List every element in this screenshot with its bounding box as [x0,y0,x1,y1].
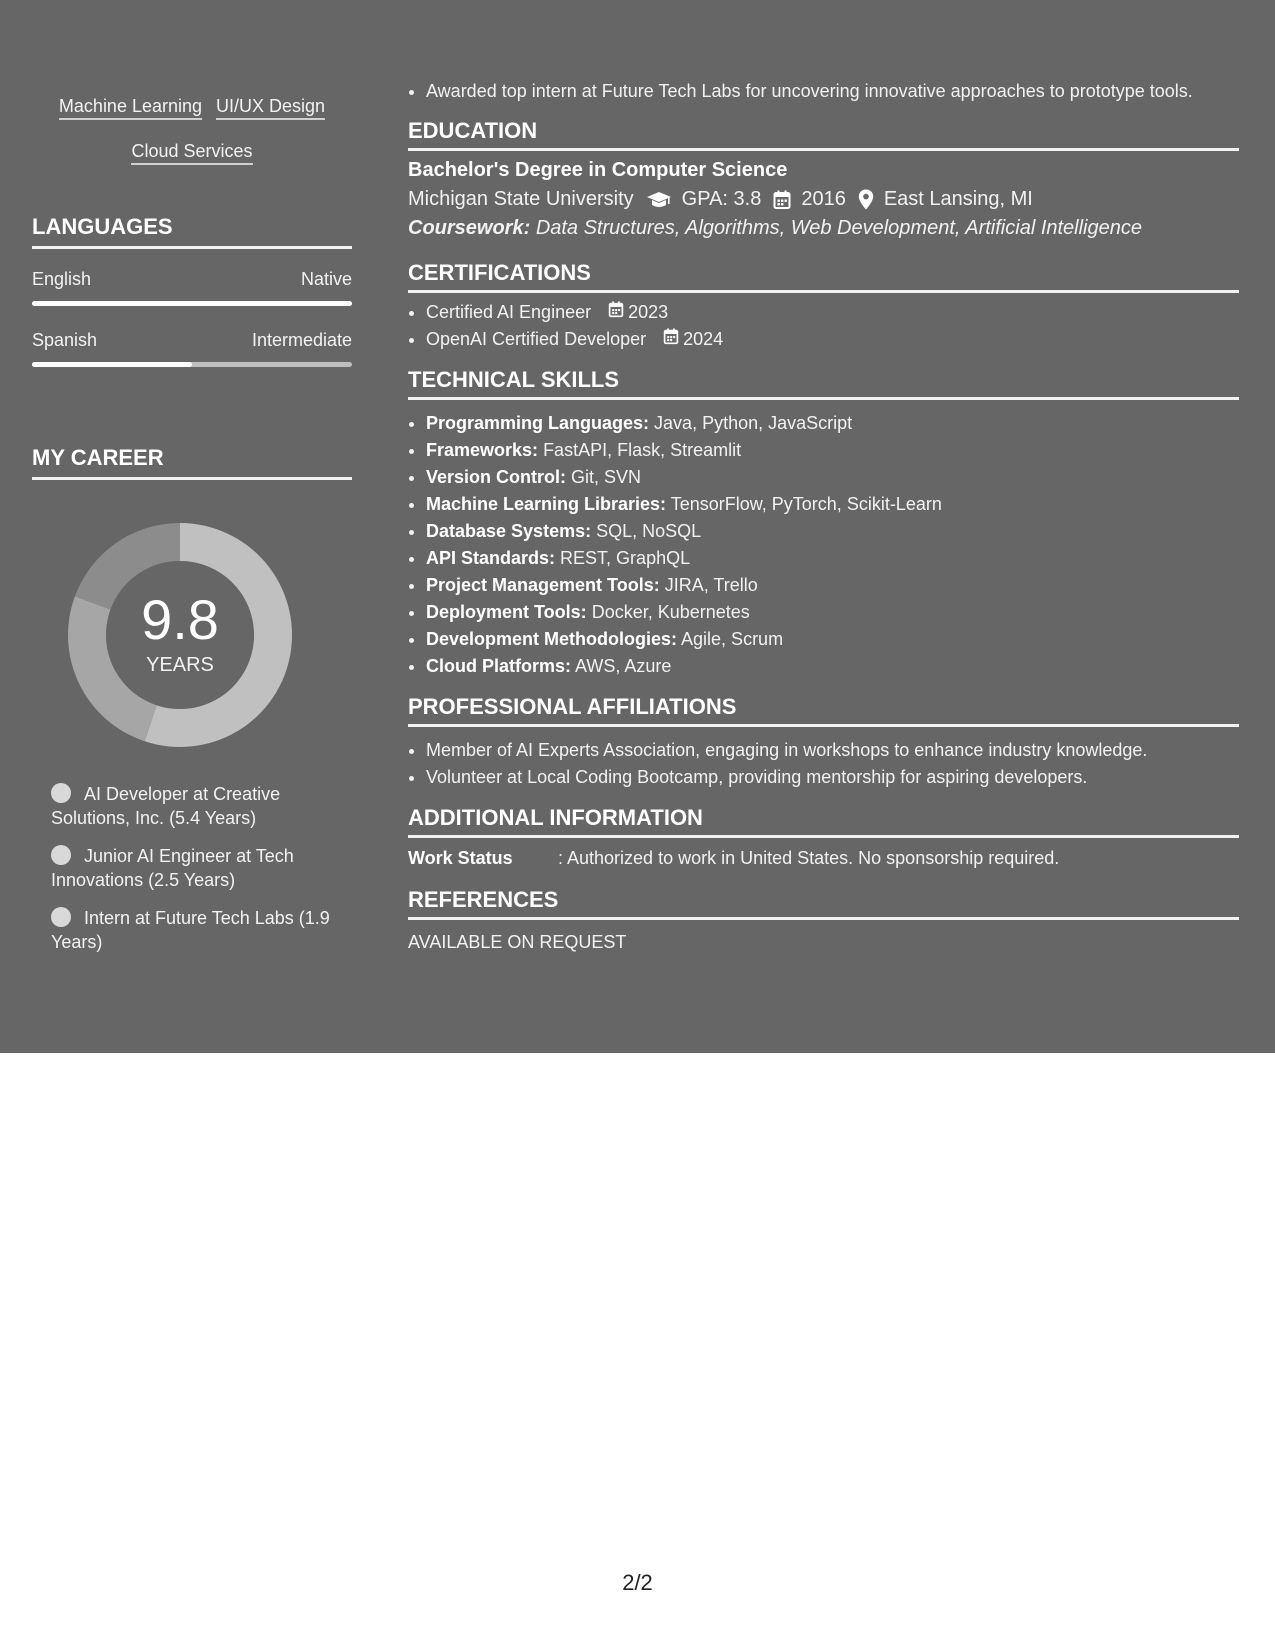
work-status-row [408,848,1239,869]
skill-item [426,410,1239,437]
affiliations-heading: PROFESSIONAL AFFILIATIONS [408,694,1239,727]
graduation-year: 2016 [801,188,846,210]
career-role-label: Intern at Future Tech Labs (1.9 Years) [51,908,330,952]
gpa: GPA: 3.8 [681,188,762,210]
skill-item [426,437,1239,464]
degree-title: Bachelor's Degree in Computer Science [408,159,788,181]
certifications-list [408,299,1239,353]
career-heading: MY CAREER [32,445,352,480]
skill-values: Java, Python, JavaScript [654,413,853,433]
skill-category: Cloud Platforms: [426,656,572,676]
sidebar [32,84,352,968]
education-meta [408,188,1239,211]
main-content [408,78,1239,953]
skill-values: FastAPI, Flask, Streamlit [543,440,742,460]
technical-skills-list [408,410,1239,680]
legend-dot [51,907,71,927]
school-name: Michigan State University [408,188,634,210]
calendar-icon [773,190,791,210]
skill-tags [32,84,352,174]
skill-category: Version Control: [426,467,567,487]
skill-values: Agile, Scrum [681,629,784,649]
skill-item [426,599,1239,626]
calendar-icon [663,326,683,353]
skill-category: Development Methodologies: [426,629,678,649]
skill-tag: UI/UX Design [216,95,325,120]
certification-item [426,299,1239,326]
skill-item [426,653,1239,680]
skill-item [426,572,1239,599]
work-status-label: Work Status [408,848,513,868]
language-item [32,269,352,306]
education-heading: EDUCATION [408,118,1239,151]
additional-info-heading: ADDITIONAL INFORMATION [408,805,1239,838]
skill-values: TensorFlow, PyTorch, Scikit-Learn [670,494,942,514]
skill-values: SQL, NoSQL [596,521,702,541]
language-level: Intermediate [251,330,352,350]
skill-values: Git, SVN [571,467,642,487]
career-legend-item [51,906,352,954]
skill-values: Docker, Kubernetes [591,602,750,622]
affiliations-list [408,737,1239,791]
skill-tag: Machine Learning [59,95,202,120]
skill-category: Project Management Tools: [426,575,660,595]
skill-category: Frameworks: [426,440,539,460]
career-legend-item [51,844,352,892]
award-list [408,78,1239,104]
language-level: Native [300,269,352,289]
skill-category: Deployment Tools: [426,602,587,622]
award-item: • Awarded top intern at Future Tech Labs for uncovering innovative approaches to prototype tools. [426,78,1239,104]
affiliation-item: • Volunteer at Local Coding Bootcamp, providing mentorship for aspiring developers. [426,764,1239,791]
graduation-cap-icon [646,191,672,209]
skill-tag: Cloud Services [131,140,252,165]
skill-item [426,545,1239,572]
career-total-unit: YEARS [146,654,214,676]
certification-year: 2023 [628,302,669,322]
location-pin-icon [858,189,874,210]
legend-dot [51,845,71,865]
language-proficiency-fill [32,301,352,306]
language-name: Spanish [32,330,98,350]
certification-item [426,326,1239,353]
references-heading: REFERENCES [408,887,1239,920]
skill-item [426,464,1239,491]
skill-item [426,626,1239,653]
certifications-heading: CERTIFICATIONS [408,260,1239,293]
skill-category: Machine Learning Libraries: [426,494,667,514]
career-role-label: Junior AI Engineer at Tech Innovations (2.5 Years) [51,846,294,890]
skill-item [426,518,1239,545]
references-text: AVAILABLE ON REQUEST [408,932,627,952]
page-number: 2/2 [622,1570,653,1595]
technical-skills-heading: TECHNICAL SKILLS [408,367,1239,400]
career-role-label: AI Developer at Creative Solutions, Inc. (5.4 Years) [51,784,281,828]
skill-item [426,491,1239,518]
career-legend [32,782,352,954]
legend-dot [51,783,71,803]
education-location: East Lansing, MI [883,188,1033,210]
languages-heading: LANGUAGES [32,214,352,249]
language-proficiency-bar [32,301,352,306]
language-name: English [32,269,92,289]
career-legend-item [51,782,352,830]
affiliation-item: • Member of AI Experts Association, engaging in workshops to enhance industry knowledge. [426,737,1239,764]
career-total-value: 9.8 [141,588,219,651]
career-donut [65,520,295,750]
language-proficiency-fill [32,362,192,367]
language-item [32,330,352,367]
certification-name: OpenAI Certified Developer [426,329,647,349]
certification-year: 2024 [683,329,724,349]
language-proficiency-bar [32,362,352,367]
skill-category: Database Systems: [426,521,592,541]
coursework [408,217,1239,240]
calendar-icon [608,299,628,326]
skill-values: REST, GraphQL [560,548,691,568]
coursework-list: Data Structures, Algorithms, Web Development, Artificial Intelligence [535,217,1142,239]
skill-values: JIRA, Trello [664,575,758,595]
skill-category: Programming Languages: [426,413,650,433]
work-status-value: : Authorized to work in United States. No sponsorship required. [558,848,1060,868]
skill-category: API Standards: [426,548,556,568]
skill-values: AWS, Azure [575,656,672,676]
coursework-label: Coursework: [408,217,531,239]
certification-name: Certified AI Engineer [426,302,592,322]
